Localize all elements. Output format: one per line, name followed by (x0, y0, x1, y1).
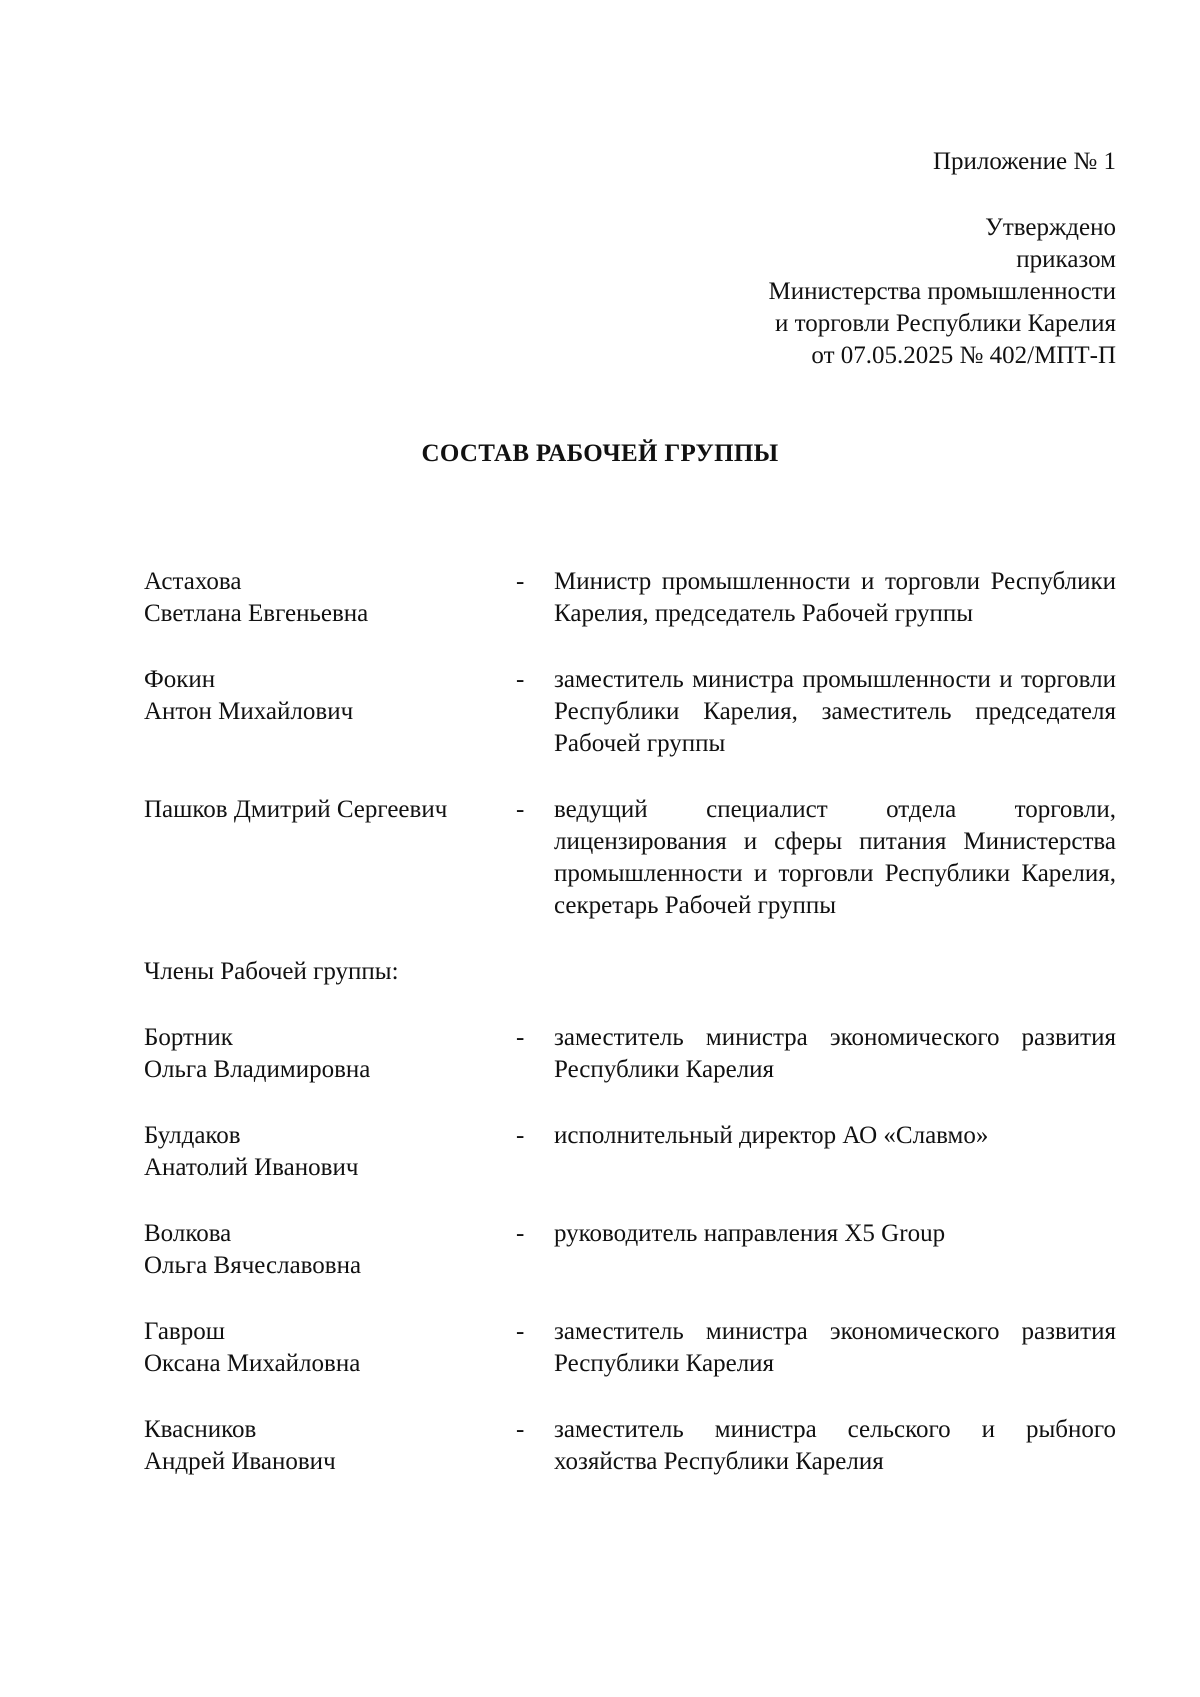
member-surname: Булдаков (144, 1122, 241, 1149)
member-name (144, 1022, 514, 1086)
member-row (144, 1218, 1116, 1282)
appendix-number: Приложение № 1 (932, 148, 1116, 175)
member-role: заместитель министра промышленности и торговли Республики Карелия, заместитель председателя Рабочей группы (554, 666, 1116, 757)
member-role: ведущий специалист отдела торговли, лицензирования и сферы питания Министерства промышленности и торговли Республики Карелия, секретарь Рабочей группы (554, 796, 1116, 919)
member-surname: Квасников (144, 1416, 257, 1443)
member-row-secretary (144, 794, 1116, 922)
member-given-names: Антон Михайлович (144, 698, 354, 725)
member-full-name: Пашков Дмитрий Сергеевич (144, 796, 448, 823)
dash-separator: - (516, 1220, 525, 1247)
document-title: СОСТАВ РАБОЧЕЙ ГРУППЫ (421, 440, 779, 467)
member-name (144, 566, 514, 630)
dash-separator: - (516, 1024, 525, 1051)
member-given-names: Ольга Вячеславовна (144, 1252, 362, 1279)
member-name (144, 1120, 514, 1184)
member-given-names: Оксана Михайловна (144, 1350, 361, 1377)
member-row (144, 1022, 1116, 1086)
member-role: исполнительный директор АО «Славмо» (554, 1122, 989, 1149)
member-surname: Бортник (144, 1024, 233, 1051)
approval-line: Министерства промышленности (768, 278, 1116, 305)
approval-line: приказом (1016, 246, 1116, 273)
member-name (144, 794, 514, 826)
member-row-chair (144, 566, 1116, 630)
member-name (144, 1316, 514, 1380)
dash-separator: - (516, 1318, 525, 1345)
member-surname: Астахова (144, 568, 242, 595)
member-surname: Гаврош (144, 1318, 225, 1345)
approval-line: и торговли Республики Карелия (775, 310, 1116, 337)
member-name (144, 664, 514, 728)
dash-separator: - (516, 1416, 525, 1443)
member-given-names: Андрей Иванович (144, 1448, 336, 1475)
member-surname: Волкова (144, 1220, 232, 1247)
member-name (144, 1218, 514, 1282)
member-role: заместитель министра сельского и рыбного хозяйства Республики Карелия (554, 1416, 1116, 1475)
member-given-names: Светлана Евгеньевна (144, 600, 369, 627)
dash-separator: - (516, 666, 525, 693)
working-group-list (144, 566, 1116, 1478)
member-given-names: Ольга Владимировна (144, 1056, 371, 1083)
member-role: руководитель направления X5 Group (554, 1220, 946, 1247)
members-section-label: Члены Рабочей группы: (144, 958, 399, 985)
member-given-names: Анатолий Иванович (144, 1154, 359, 1181)
member-row (144, 1316, 1116, 1380)
member-role: Министр промышленности и торговли Республики Карелия, председатель Рабочей группы (554, 568, 1116, 627)
approval-header (516, 146, 1116, 372)
member-name (144, 1414, 514, 1478)
member-role: заместитель министра экономического развития Республики Карелия (554, 1318, 1116, 1377)
member-row-deputy-chair (144, 664, 1116, 760)
dash-separator: - (516, 1122, 525, 1149)
member-role: заместитель министра экономического развития Республики Карелия (554, 1024, 1116, 1083)
approval-line: Утверждено (985, 214, 1116, 241)
member-surname: Фокин (144, 666, 216, 693)
member-row (144, 1414, 1116, 1478)
member-row (144, 1120, 1116, 1184)
approval-order-number: от 07.05.2025 № 402/МПТ-П (811, 342, 1116, 369)
dash-separator: - (516, 568, 525, 595)
dash-separator: - (516, 796, 525, 823)
